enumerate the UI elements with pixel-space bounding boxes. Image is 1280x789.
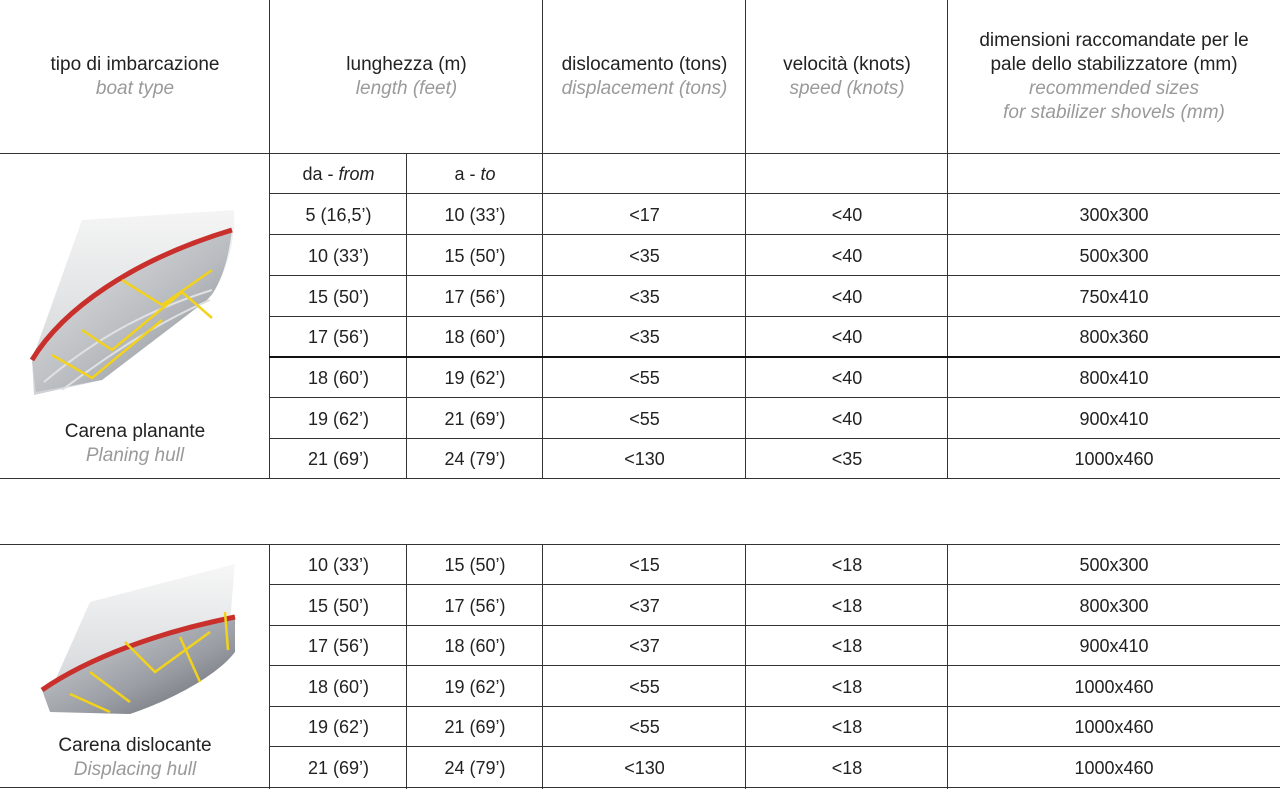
header-boat-type (0, 0, 270, 154)
displacing-hull-label (0, 734, 270, 782)
divider (269, 584, 1280, 585)
displacing-hull-image (30, 562, 245, 722)
cell-speed: <40 (831, 245, 863, 266)
cell-size: 800x300 (1079, 595, 1149, 616)
divider (269, 706, 1280, 707)
cell-to: 15 (50’) (444, 245, 506, 266)
cell-displacement: <15 (629, 555, 660, 575)
cell-speed: <18 (831, 757, 863, 778)
divider (269, 665, 1280, 666)
cell-displacement: <17 (629, 204, 660, 225)
header-length-it: lunghezza (m) (346, 54, 467, 75)
cell-from: 15 (50’) (307, 286, 370, 307)
cell-from: 21 (69’) (307, 449, 370, 469)
divider (0, 787, 1280, 788)
cell-to: 21 (69’) (444, 717, 506, 737)
divider (269, 316, 1280, 317)
cell-displacement: <55 (629, 367, 660, 388)
header-speed (746, 0, 948, 154)
cell-to: 24 (79’) (444, 449, 506, 469)
planing-hull-label (0, 420, 270, 468)
header-length-en: length (feet) (355, 78, 458, 99)
cell-from: 10 (33’) (307, 245, 370, 266)
cell-to: 17 (56’) (444, 286, 506, 307)
cell-from: 21 (69’) (307, 757, 370, 778)
cell-size: 500x300 (1079, 555, 1149, 575)
cell-size: 800x410 (1079, 367, 1149, 388)
header-displacement-en: displacement (tons) (561, 78, 728, 99)
divider (269, 625, 1280, 626)
cell-from: 10 (33’) (307, 555, 370, 575)
cell-to: 10 (33’) (444, 204, 506, 225)
cell-speed: <40 (831, 408, 863, 429)
divider (745, 0, 746, 479)
cell-size: 750x410 (1079, 286, 1149, 307)
displacing-hull-name-it: Carena dislocante (58, 735, 212, 756)
cell-displacement: <55 (629, 408, 660, 429)
subheader-from-it: da - (302, 164, 339, 184)
cell-size: 1000x460 (1074, 676, 1154, 697)
cell-from: 17 (56’) (307, 636, 370, 656)
cell-speed: <18 (831, 595, 863, 616)
divider (269, 356, 1280, 358)
header-speed-en: speed (knots) (789, 78, 905, 99)
divider (269, 746, 1280, 747)
cell-speed: <40 (831, 204, 863, 225)
planing-hull-image (22, 200, 247, 405)
cell-speed: <18 (831, 676, 863, 697)
cell-speed: <18 (831, 555, 863, 575)
cell-speed: <18 (831, 717, 863, 737)
cell-to: 15 (50’) (444, 555, 506, 575)
cell-from: 17 (56’) (307, 327, 370, 347)
cell-to: 24 (79’) (444, 757, 506, 778)
header-length (270, 0, 543, 154)
header-boat-type-it: tipo di imbarcazione (50, 54, 220, 75)
divider (269, 275, 1280, 276)
divider (0, 544, 1280, 545)
cell-size: 300x300 (1079, 204, 1149, 225)
divider (406, 544, 407, 789)
divider (269, 397, 1280, 398)
cell-displacement: <35 (629, 245, 660, 266)
divider (0, 478, 1280, 479)
header-sizes (948, 0, 1280, 154)
cell-to: 17 (56’) (444, 595, 506, 616)
cell-displacement: <55 (629, 717, 660, 737)
header-displacement-it: dislocamento (tons) (561, 54, 728, 75)
divider (947, 544, 948, 789)
cell-displacement: <35 (629, 286, 660, 307)
header-sizes-en1: recommended sizes (1028, 78, 1200, 99)
header-sizes-it2: pale dello stabilizzatore (mm) (990, 54, 1238, 75)
cell-from: 18 (60’) (307, 367, 370, 388)
subheader-to-it: a - (454, 164, 481, 184)
cell-from: 15 (50’) (307, 595, 370, 616)
cell-speed: <40 (831, 327, 863, 347)
cell-speed: <18 (831, 636, 863, 656)
cell-size: 1000x460 (1074, 717, 1154, 737)
cell-speed: <40 (831, 367, 863, 388)
header-sizes-it1: dimensioni raccomandate per le (979, 30, 1249, 51)
planing-hull-name-en: Planing hull (85, 445, 185, 466)
cell-displacement: <130 (624, 757, 665, 778)
cell-from: 19 (62’) (307, 717, 370, 737)
cell-displacement: <130 (624, 449, 665, 469)
divider (269, 193, 1280, 194)
cell-speed: <35 (831, 449, 863, 469)
cell-displacement: <55 (629, 676, 660, 697)
cell-to: 18 (60’) (444, 327, 506, 347)
header-speed-it: velocità (knots) (783, 54, 911, 75)
displacing-hull-name-en: Displacing hull (73, 759, 197, 780)
cell-to: 18 (60’) (444, 636, 506, 656)
subheader-to (407, 154, 543, 194)
cell-size: 1000x460 (1074, 449, 1154, 469)
cell-from: 5 (16,5’) (305, 204, 372, 225)
cell-from: 18 (60’) (307, 676, 370, 697)
divider (542, 544, 543, 789)
planing-hull-name-it: Carena planante (64, 421, 206, 442)
cell-size: 500x300 (1079, 245, 1149, 266)
cell-to: 19 (62’) (444, 676, 506, 697)
cell-speed: <40 (831, 286, 863, 307)
divider (269, 234, 1280, 235)
divider (0, 153, 1280, 154)
cell-to: 21 (69’) (444, 408, 506, 429)
divider (269, 438, 1280, 439)
cell-size: 800x360 (1079, 327, 1149, 347)
cell-displacement: <37 (629, 595, 660, 616)
subheader-from-en: from (338, 164, 375, 184)
subheader-to-en: to (480, 164, 496, 184)
cell-size: 900x410 (1079, 408, 1149, 429)
divider (542, 0, 543, 479)
cell-to: 19 (62’) (444, 367, 506, 388)
header-boat-type-en: boat type (95, 78, 175, 99)
cell-from: 19 (62’) (307, 408, 370, 429)
divider (947, 0, 948, 479)
divider (269, 0, 270, 479)
cell-size: 1000x460 (1074, 757, 1154, 778)
cell-displacement: <37 (629, 636, 660, 656)
header-displacement (543, 0, 746, 154)
divider (745, 544, 746, 789)
header-sizes-en2: for stabilizer shovels (mm) (1003, 102, 1225, 123)
subheader-from (270, 154, 407, 194)
cell-displacement: <35 (629, 327, 660, 347)
cell-size: 900x410 (1079, 636, 1149, 656)
